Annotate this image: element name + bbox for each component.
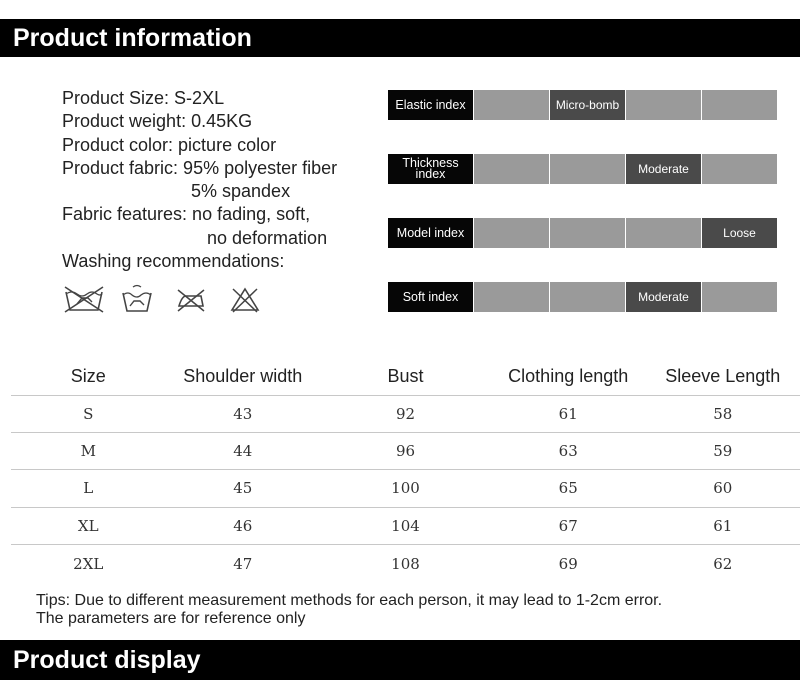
thickness-index-row [388, 154, 777, 184]
table-cell: S [11, 395, 166, 432]
soft-index-cell: Moderate [626, 282, 701, 312]
soft-index-cell [550, 282, 625, 312]
product-weight: Product weight: 0.45KG [62, 111, 253, 132]
table-cell: M [11, 432, 166, 469]
product-information-header: Product information [0, 19, 800, 57]
measurement-tips [36, 592, 662, 628]
model-index-cell [626, 218, 701, 248]
model-index-label: Model index [388, 218, 473, 248]
no-hand-wash-icon [62, 284, 106, 314]
model-index-row [388, 218, 777, 248]
elastic-index-cell [474, 90, 549, 120]
thickness-index-cell [474, 154, 549, 184]
table-cell: 44 [166, 432, 321, 469]
product-fabric: Product fabric: 95% polyester fiber [62, 157, 338, 178]
elastic-index-cell [626, 90, 701, 120]
table-cell: XL [11, 507, 166, 544]
soft-index-cell [474, 282, 549, 312]
table-cell: 65 [491, 470, 646, 507]
thickness-index-cell [702, 154, 777, 184]
table-row [11, 395, 800, 432]
table-cell: 63 [491, 432, 646, 469]
hand-wash-30-icon [120, 284, 154, 314]
column-header: Size [11, 359, 166, 395]
table-row [11, 470, 800, 507]
model-index-cell: Loose [702, 218, 777, 248]
column-header: Clothing length [491, 359, 646, 395]
column-header: Bust [320, 359, 491, 395]
thickness-index-label: Thickness index [388, 154, 473, 184]
washing-recommendations: Washing recommendations: [62, 251, 285, 272]
thickness-index-cell: Moderate [626, 154, 701, 184]
product-info-block [62, 87, 337, 273]
fabric-features: Fabric features: no fading, soft, [62, 204, 311, 225]
tips-line-1: Tips: Due to different measurement methods for each person, it may lead to 1-2cm error. [36, 592, 663, 609]
no-bleach-icon [228, 284, 262, 314]
soft-index-row [388, 282, 777, 312]
elastic-index-cell [702, 90, 777, 120]
soft-index-label: Soft index [388, 282, 473, 312]
table-cell: 47 [166, 545, 321, 582]
table-cell: 2XL [11, 545, 166, 582]
table-cell: 108 [320, 545, 491, 582]
table-cell: 45 [166, 470, 321, 507]
thickness-index-cell [550, 154, 625, 184]
table-cell: 61 [645, 507, 800, 544]
fabric-features-line2: no deformation [207, 227, 328, 248]
tips-line-2: The parameters are for reference only [36, 610, 306, 627]
table-cell: 60 [645, 470, 800, 507]
table-cell: 69 [491, 545, 646, 582]
product-color: Product color: picture color [62, 134, 277, 155]
table-cell: L [11, 470, 166, 507]
table-cell: 46 [166, 507, 321, 544]
column-header: Shoulder width [166, 359, 321, 395]
table-cell: 62 [645, 545, 800, 582]
table-cell: 92 [320, 395, 491, 432]
elastic-index-label: Elastic index [388, 90, 473, 120]
soft-index-cell [702, 282, 777, 312]
product-size: Product Size: S-2XL [62, 88, 225, 108]
table-row [11, 545, 800, 582]
table-cell: 67 [491, 507, 646, 544]
elastic-index-row [388, 90, 777, 120]
table-cell: 104 [320, 507, 491, 544]
column-header: Sleeve Length [645, 359, 800, 395]
table-row [11, 507, 800, 544]
table-cell: 61 [491, 395, 646, 432]
model-index-cell [474, 218, 549, 248]
product-display-header: Product display [0, 640, 800, 680]
table-row [11, 432, 800, 469]
table-cell: 59 [645, 432, 800, 469]
table-cell: 96 [320, 432, 491, 469]
no-iron-icon [174, 284, 208, 314]
table-cell: 100 [320, 470, 491, 507]
product-fabric-line2: 5% spandex [191, 181, 291, 202]
table-cell: 43 [166, 395, 321, 432]
model-index-cell [550, 218, 625, 248]
size-table-header [11, 359, 800, 395]
size-table [11, 359, 800, 582]
table-cell: 58 [645, 395, 800, 432]
elastic-index-cell: Micro-bomb [550, 90, 625, 120]
